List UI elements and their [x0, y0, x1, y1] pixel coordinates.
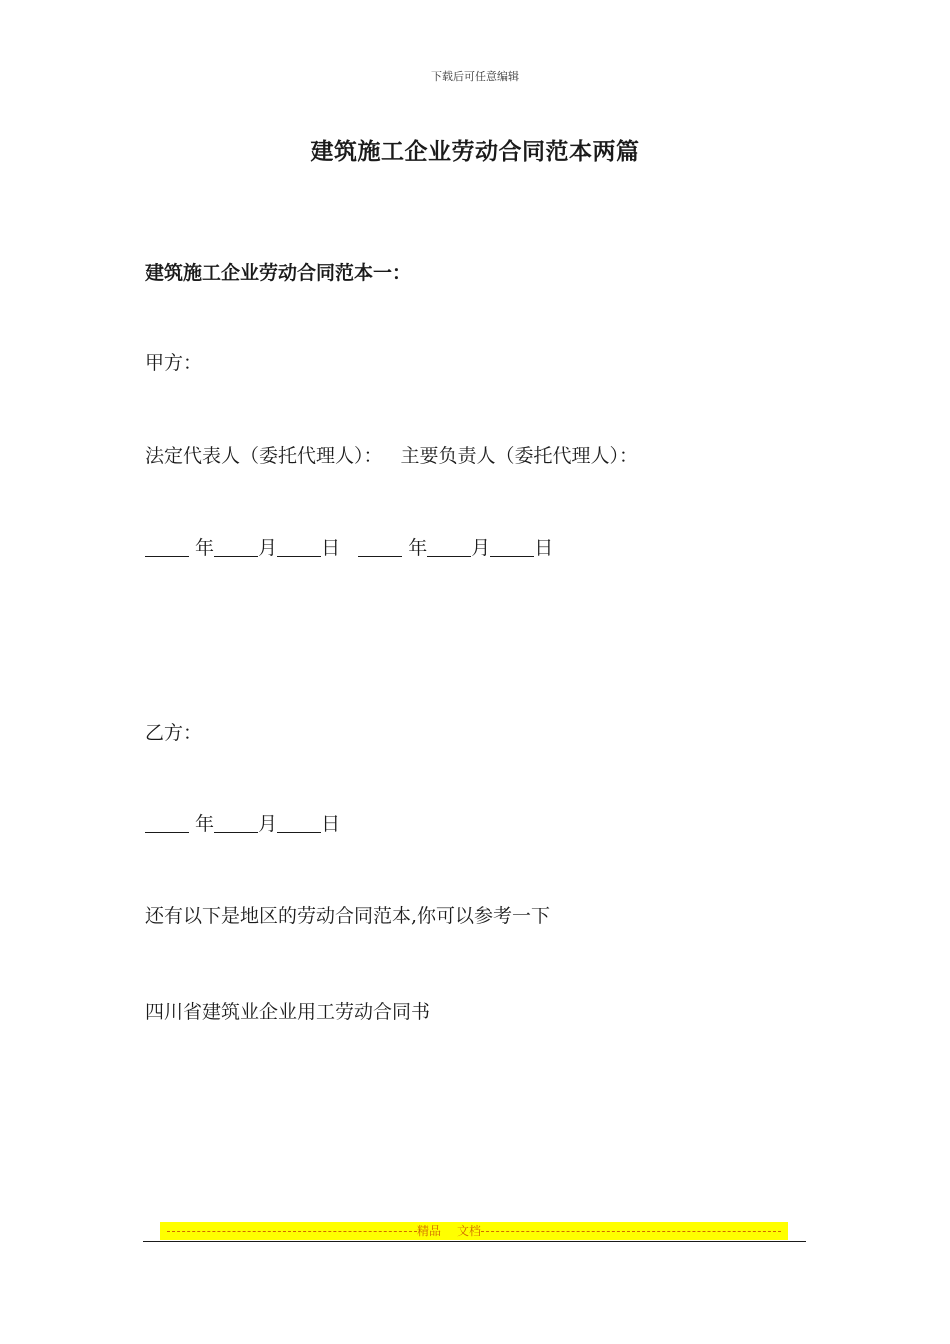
month-label: 月 — [471, 537, 491, 559]
footer-banner — [160, 1222, 788, 1240]
date-line-party-b — [145, 811, 340, 837]
year-label: 年 — [195, 813, 215, 835]
party-a-label: 甲方： — [145, 352, 203, 374]
month-label: 月 — [258, 537, 278, 559]
principal-representative-label: 主要负责人（委托代理人）： — [400, 445, 639, 467]
day-blank[interactable] — [277, 814, 321, 833]
footer-label-right: 文档 — [457, 1224, 482, 1238]
reference-line: 还有以下是地区的劳动合同范本,你可以参考一下 — [145, 905, 551, 927]
day-label: 日 — [321, 537, 341, 559]
section-heading: 建筑施工企业劳动合同范本一： — [145, 262, 412, 284]
year-blank[interactable] — [145, 538, 189, 557]
month-blank[interactable] — [214, 538, 258, 557]
page-header-note: 下载后可任意编辑 — [431, 70, 519, 83]
party-b-label: 乙方： — [145, 722, 203, 744]
footer-dashes-left — [167, 1231, 417, 1232]
year-blank[interactable] — [358, 538, 402, 557]
document-title: 建筑施工企业劳动合同范本两篇 — [310, 138, 640, 165]
date-line-party-a — [145, 535, 553, 561]
day-blank[interactable] — [277, 538, 321, 557]
day-label: 日 — [321, 813, 341, 835]
day-blank[interactable] — [490, 538, 534, 557]
month-blank[interactable] — [214, 814, 258, 833]
footer-dashes-right — [481, 1231, 781, 1232]
day-label: 日 — [534, 537, 554, 559]
sichuan-contract-title: 四川省建筑业企业用工劳动合同书 — [145, 1001, 431, 1023]
year-label: 年 — [195, 537, 215, 559]
year-label: 年 — [408, 537, 428, 559]
legal-representative-label: 法定代表人（委托代理人）： — [145, 445, 383, 467]
representative-line — [145, 443, 638, 469]
month-blank[interactable] — [427, 538, 471, 557]
month-label: 月 — [258, 813, 278, 835]
footer-rule — [143, 1241, 806, 1242]
year-blank[interactable] — [145, 814, 189, 833]
footer-label-left: 精品 — [416, 1224, 441, 1238]
